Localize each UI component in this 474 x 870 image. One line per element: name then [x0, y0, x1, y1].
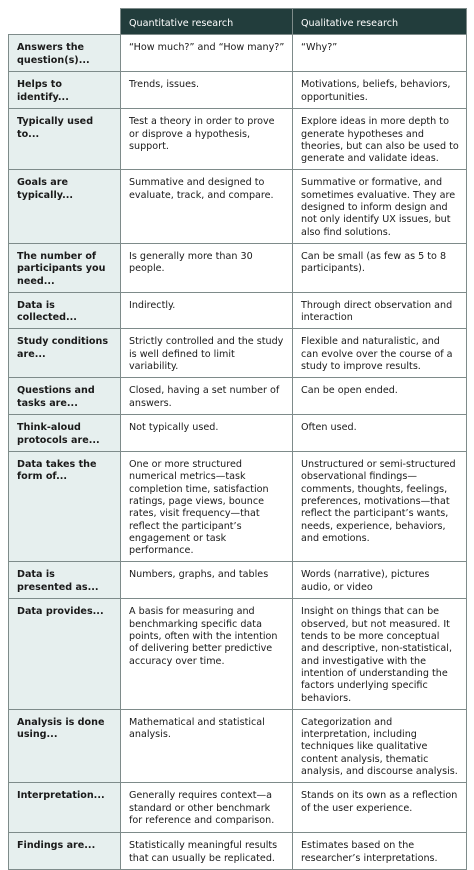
quantitative-cell: A basis for measuring and benchmarking specific data points, often with the intention of delivering better predictive accuracy over time.	[121, 599, 293, 709]
quantitative-cell: Mathematical and statistical analysis.	[121, 709, 293, 782]
table-row	[9, 329, 467, 378]
row-label: Study conditions are...	[9, 329, 121, 378]
quantitative-cell: Statistically meaningful results that can usually be replicated.	[121, 833, 293, 870]
quantitative-cell: Closed, having a set number of answers.	[121, 378, 293, 415]
qualitative-cell: Summative or formative, and sometimes evaluative. They are designed to inform design and not only identify UX issues, but also find solutions.	[293, 170, 467, 243]
quantitative-cell: Generally requires context—a standard or other benchmark for reference and comparison.	[121, 783, 293, 833]
qualitative-cell: Words (narrative), pictures audio, or video	[293, 562, 467, 599]
column-header-qualitative: Qualitative research	[293, 9, 467, 35]
qualitative-cell: Motivations, beliefs, behaviors, opportunities.	[293, 72, 467, 109]
table-row	[9, 292, 467, 329]
row-label: Data provides...	[9, 599, 121, 709]
qualitative-cell: Often used.	[293, 415, 467, 452]
row-label: Goals are typically...	[9, 170, 121, 243]
table-row	[9, 170, 467, 243]
qualitative-cell: Explore ideas in more depth to generate hypotheses and theories, but can also be used to generate and validate ideas.	[293, 109, 467, 170]
row-label: Analysis is done using...	[9, 709, 121, 782]
quantitative-cell: One or more structured numerical metrics—task completion time, satisfaction ratings, page views, bounce rates, visit frequency—that reflect the participant’s engagement or task performance.	[121, 452, 293, 562]
row-label: Typically used to...	[9, 109, 121, 170]
row-label: Answers the question(s)...	[9, 35, 121, 72]
table-row	[9, 562, 467, 599]
qualitative-cell: Estimates based on the researcher’s interpretations.	[293, 833, 467, 870]
table-row	[9, 243, 467, 292]
table-row	[9, 783, 467, 833]
qualitative-cell: Through direct observation and interaction	[293, 292, 467, 329]
table-row	[9, 709, 467, 782]
row-label: Questions and tasks are...	[9, 378, 121, 415]
qualitative-cell: “Why?”	[293, 35, 467, 72]
row-label: Data is presented as...	[9, 562, 121, 599]
qualitative-cell: Stands on its own as a reflection of the user experience.	[293, 783, 467, 833]
comparison-table	[8, 8, 467, 870]
row-label: Think-aloud protocols are...	[9, 415, 121, 452]
quantitative-cell: Trends, issues.	[121, 72, 293, 109]
qualitative-cell: Flexible and naturalistic, and can evolve over the course of a study to improve results.	[293, 329, 467, 378]
table-row	[9, 833, 467, 870]
header-row	[9, 9, 467, 35]
row-label: Data is collected...	[9, 292, 121, 329]
table-row	[9, 415, 467, 452]
qualitative-cell: Insight on things that can be observed, but not measured. It tends to be more conceptual and descriptive, non-statistical, and investigative with the intention of understanding the factors underlying specific behaviors.	[293, 599, 467, 709]
corner-cell	[9, 9, 121, 35]
table-row	[9, 452, 467, 562]
table-row	[9, 72, 467, 109]
row-label: The number of participants you need...	[9, 243, 121, 292]
quantitative-cell: “How much?” and “How many?”	[121, 35, 293, 72]
table-row	[9, 109, 467, 170]
quantitative-cell: Summative and designed to evaluate, track, and compare.	[121, 170, 293, 243]
table-row	[9, 35, 467, 72]
row-label: Findings are...	[9, 833, 121, 870]
table-row	[9, 378, 467, 415]
quantitative-cell: Not typically used.	[121, 415, 293, 452]
qualitative-cell: Can be small (as few as 5 to 8 participants).	[293, 243, 467, 292]
row-label: Data takes the form of...	[9, 452, 121, 562]
quantitative-cell: Is generally more than 30 people.	[121, 243, 293, 292]
qualitative-cell: Categorization and interpretation, including techniques like qualitative content analysis, thematic analysis, and discourse analysis.	[293, 709, 467, 782]
table-row	[9, 599, 467, 709]
quantitative-cell: Strictly controlled and the study is well defined to limit variability.	[121, 329, 293, 378]
row-label: Interpretation...	[9, 783, 121, 833]
column-header-quantitative: Quantitative research	[121, 9, 293, 35]
quantitative-cell: Indirectly.	[121, 292, 293, 329]
quantitative-cell: Test a theory in order to prove or disprove a hypothesis, support.	[121, 109, 293, 170]
quantitative-cell: Numbers, graphs, and tables	[121, 562, 293, 599]
qualitative-cell: Unstructured or semi-structured observational findings—comments, thoughts, feelings, preferences, motivations—that reflect the participant’s wants, needs, experience, behaviors, and emotions.	[293, 452, 467, 562]
row-label: Helps to identify...	[9, 72, 121, 109]
qualitative-cell: Can be open ended.	[293, 378, 467, 415]
